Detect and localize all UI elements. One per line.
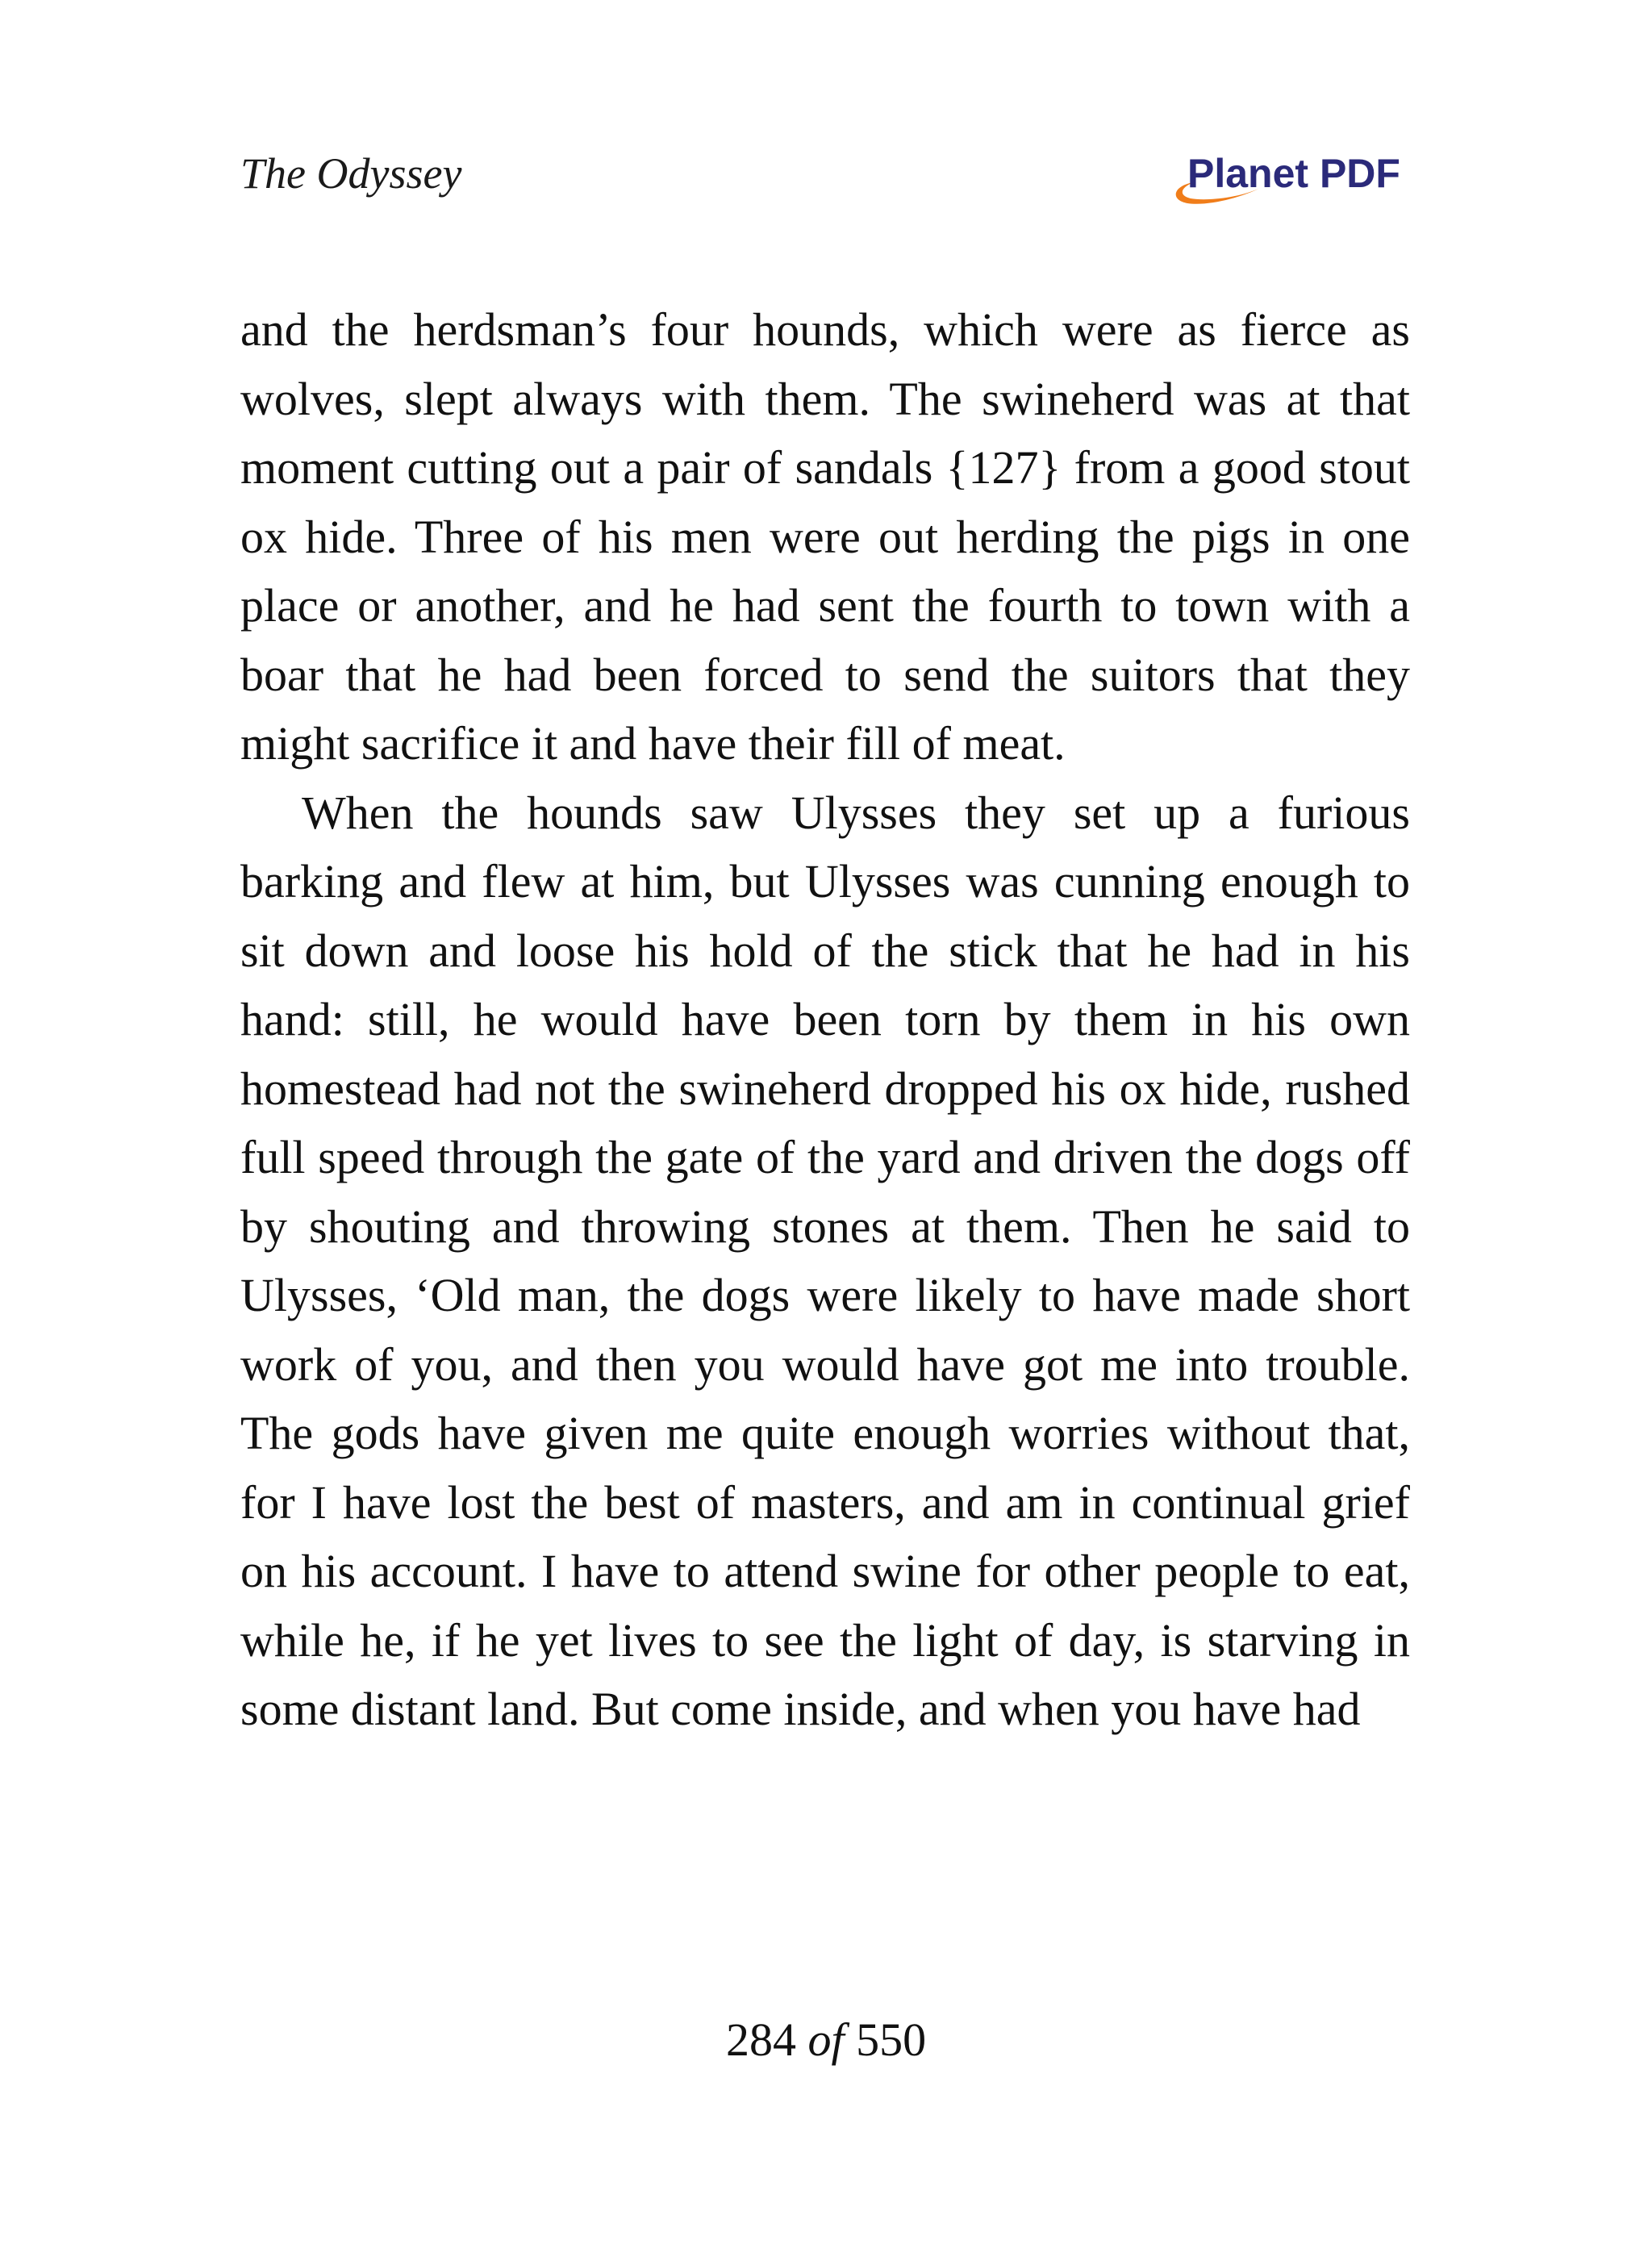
planet-pdf-logo (1166, 150, 1408, 215)
book-title: The Odyssey (240, 149, 462, 198)
page-body (240, 295, 1410, 1744)
page-of-label: of (807, 2013, 845, 2066)
paragraph-1: and the herdsman’s four hounds, which were as fierce as wolves, slept always with them. The swineherd was at that moment cutting out a pair of sandals {127} from a good stout ox hide. Three of his men were out herding the pigs in one place or another, and he had sent the fourth to town with a boar that he had been forced to send the suitors that they might sacrifice it and have their fill of meat. (240, 303, 1410, 770)
current-page-number: 284 (725, 2013, 796, 2066)
page-number (0, 2013, 1652, 2066)
logo-text: Planet PDF (1187, 151, 1400, 196)
total-pages-number: 550 (856, 2013, 927, 2066)
paragraph-2: When the hounds saw Ulysses they set up a furious barking and flew at him, but Ulysses was cunning enough to sit down and loose his hold of the stick that he had in his hand: still, he would have been torn by them in his own homestead had not the swineherd dropped his ox hide, rushed full speed through the gate of the yard and driven the dogs off by shouting and throwing stones at them. Then he said to Ulysses, ‘Old man, the dogs were likely to have made short work of you, and then you would have got me into trouble. The gods have given me quite enough worries without that, for I have lost the best of masters, and am in continual grief on his account. I have to attend swine for other people to eat, while he, if he yet lives to see the light of day, is starving in some distant land. But come inside, and when you have had (240, 786, 1410, 1735)
